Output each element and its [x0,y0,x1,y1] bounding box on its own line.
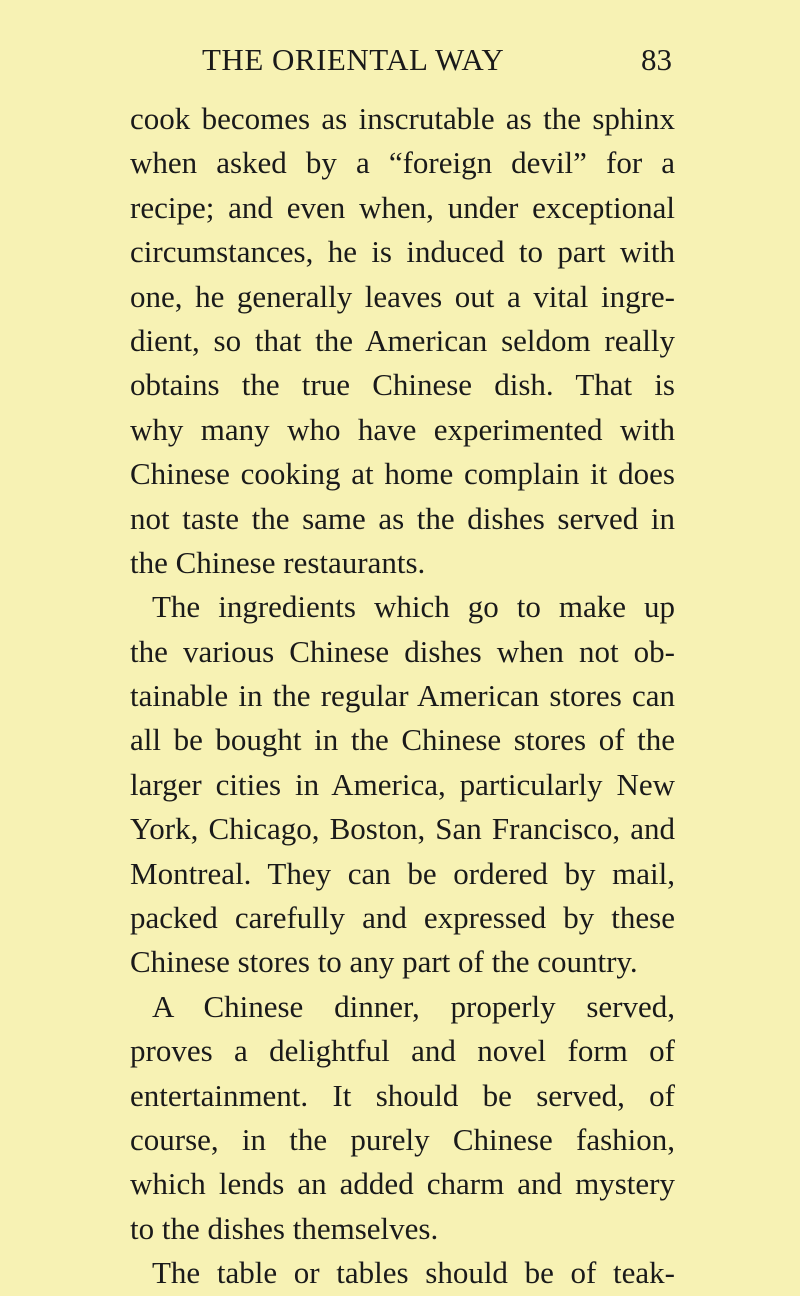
text-line: cook becomes as inscrutable as the sphinx [130,101,675,136]
page-header [132,40,672,80]
text-line: which lends an added charm and mystery [130,1166,675,1202]
text-line: York, Chicago, Boston, San Francisco, and [130,811,675,847]
body-text [130,97,675,1296]
text-line: when asked by a “foreign devil” for a [130,145,675,181]
text-line: The ingredients which go to make up [152,589,675,625]
text-line: recipe; and even when, under exceptional [130,189,675,225]
text-line: one, he generally leaves out a vital ingre- [130,278,675,314]
text-line: proves a delightful and novel form of [130,1033,675,1069]
text-line: The table or tables should be of teak- [152,1255,675,1291]
running-title: THE ORIENTAL WAY [202,42,505,77]
text-line: the various Chinese dishes when not ob- [130,633,675,669]
text-line: Montreal. They can be ordered by mail, [130,855,675,891]
text-line: larger cities in America, particularly New [130,766,675,802]
text-line: the Chinese restaurants. [130,544,426,580]
text-line: circumstances, he is induced to part with [130,234,675,270]
text-line: packed carefully and expressed by these [130,900,675,936]
page-number: 83 [641,42,672,77]
text-line: Chinese stores to any part of the country. [130,944,638,980]
text-line: tainable in the regular American stores can [130,678,675,714]
text-line: A Chinese dinner, properly served, [152,988,675,1024]
text-line: dient, so that the American seldom really [130,322,675,358]
text-line: to the dishes themselves. [130,1210,439,1246]
text-line: Chinese cooking at home complain it does [130,456,675,492]
text-line: all be bought in the Chinese stores of the [130,722,675,758]
text-line: not taste the same as the dishes served in [130,500,675,536]
text-line: obtains the true Chinese dish. That is [130,367,675,403]
text-line: course, in the purely Chinese fashion, [130,1121,675,1157]
text-line: why many who have experimented with [130,411,675,447]
text-line: entertainment. It should be served, of [130,1077,675,1113]
